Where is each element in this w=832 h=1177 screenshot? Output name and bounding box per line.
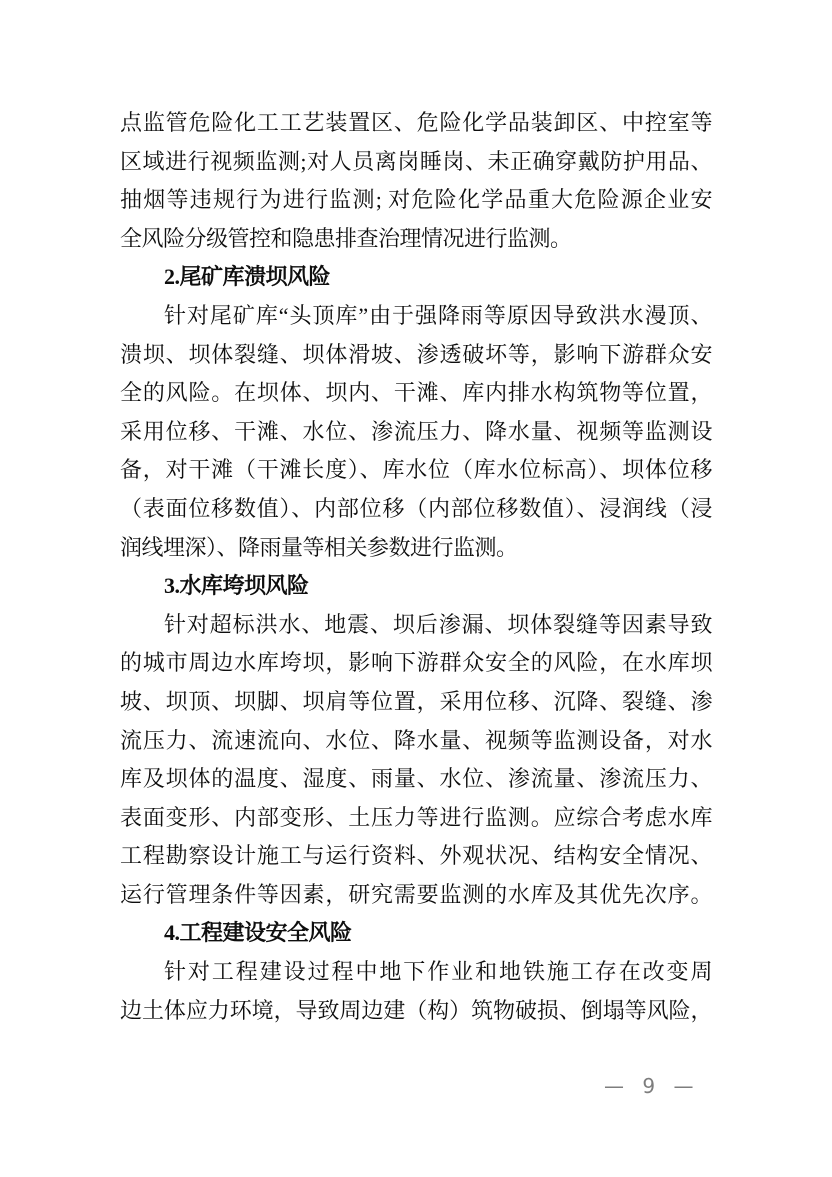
page-number: — 9 —	[604, 1074, 696, 1098]
text-line: 边土体应力环境，导致周边建（构）筑物破损、倒塌等风险，	[120, 997, 712, 1023]
text-line: 的城市周边水库垮坝，影响下游群众安全的风险，在水库坝	[120, 650, 712, 676]
text-line: 库及坝体的温度、湿度、雨量、水位、渗流量、渗流压力、	[120, 766, 712, 792]
text-line: 表面变形、内部变形、土压力等进行监测。应综合考虑水库	[120, 804, 712, 830]
text-line: 抽烟等违规行为进行监测; 对危险化学品重大危险源企业安	[120, 187, 712, 213]
text-line: 采用位移、干滩、水位、渗流压力、降水量、视频等监测设	[120, 418, 712, 444]
text-line: 备，对干滩（干滩长度）、库水位（库水位标高）、坝体位移	[120, 457, 712, 483]
text-line: 全的风险。在坝体、坝内、干滩、库内排水构筑物等位置，	[120, 380, 712, 406]
text-line: （表面位移数值）、内部位移（内部位移数值）、浸润线（浸	[120, 495, 712, 521]
text-line: 针对尾矿库“头顶库”由于强降雨等原因导致洪水漫顶、	[164, 302, 712, 328]
text-line: 全风险分级管控和隐患排查治理情况进行监测。	[120, 225, 572, 251]
text-line: 针对工程建设过程中地下作业和地铁施工存在改变周	[164, 959, 712, 985]
document-body	[120, 104, 712, 1030]
text-line: 工程勘察设计施工与运行资料、外观状况、结构安全情况、	[120, 843, 712, 869]
section-heading: 2.尾矿库溃坝风险	[164, 264, 331, 290]
text-line: 运行管理条件等因素，研究需要监测的水库及其优先次序。	[120, 881, 712, 907]
text-line: 润线埋深）、降雨量等相关参数进行监测。	[120, 534, 518, 560]
text-line: 点监管危险化工工艺装置区、危险化学品装卸区、中控室等	[120, 110, 712, 135]
text-line: 溃坝、坝体裂缝、坝体滑坡、渗透破坏等，影响下游群众安	[120, 341, 712, 367]
text-line: 区域进行视频监测;对人员离岗睡岗、未正确穿戴防护用品、	[120, 148, 712, 174]
section-heading: 3.水库垮坝风险	[164, 573, 309, 599]
text-line: 坡、坝顶、坝脚、坝肩等位置，采用位移、沉降、裂缝、渗	[120, 688, 712, 714]
text-line: 流压力、流速流向、水位、降水量、视频等监测设备，对水	[120, 727, 712, 753]
text-line: 针对超标洪水、地震、坝后渗漏、坝体裂缝等因素导致	[164, 611, 712, 637]
section-heading: 4.工程建设安全风险	[164, 920, 352, 946]
